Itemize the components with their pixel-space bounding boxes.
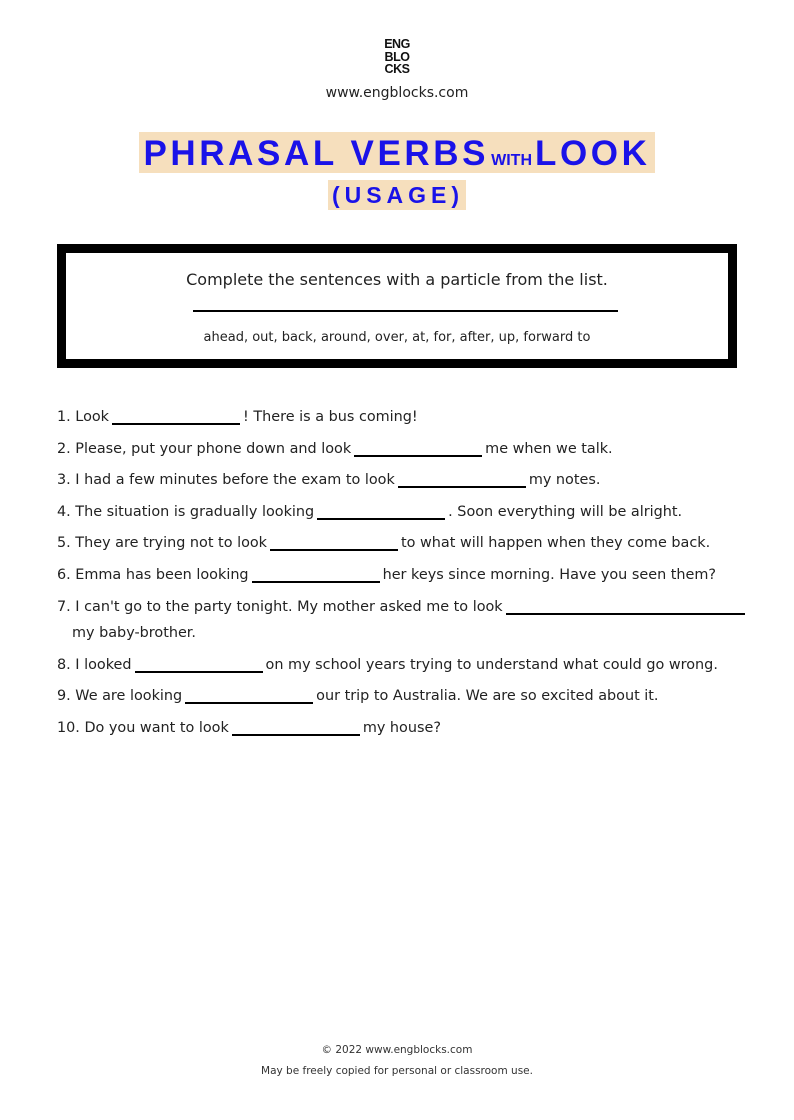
sentence-end: our trip to Australia. We are so excited about it. <box>316 688 659 705</box>
sentence-start: 3. I had a few minutes before the exam to look <box>57 472 395 489</box>
exercise-item-10 <box>57 716 747 748</box>
particle-list: ahead, out, back, around, over, at, for, after, up, forward to <box>203 330 591 345</box>
worksheet-title <box>0 132 794 173</box>
title-connector: WITH <box>491 152 532 169</box>
logo-line-2: BLO <box>384 49 410 64</box>
instruction-divider <box>193 310 618 312</box>
answer-blank <box>398 472 526 488</box>
sentence-start: 2. Please, put your phone down and look <box>57 440 352 457</box>
exercise-item-5 <box>57 531 747 563</box>
answer-blank <box>270 535 398 551</box>
sentence-start: 7. I can't go to the party tonight. My mother asked me to look <box>57 598 503 615</box>
title-part-2: LOOK <box>535 134 651 173</box>
answer-blank <box>506 599 745 615</box>
footer-copyright: © 2022 www.engblocks.com <box>321 1044 473 1056</box>
instruction-box <box>57 244 737 368</box>
sentence-start: 1. Look <box>57 409 110 425</box>
exercise-item-7 <box>57 595 747 653</box>
title-highlight <box>139 132 654 173</box>
sentence-end: on my school years trying to understand what could go wrong. <box>265 656 718 673</box>
sentence-end: ! There is a bus coming! <box>243 409 418 425</box>
site-url: www.engblocks.com <box>325 85 469 101</box>
exercise-item-4 <box>57 500 747 532</box>
subtitle-highlight: (USAGE) <box>328 180 466 210</box>
sentence-start: 5. They are trying not to look <box>57 535 268 552</box>
instruction-text: Complete the sentences with a particle from the list. <box>186 270 608 289</box>
sentence-start: 6. Emma has been looking <box>57 566 249 583</box>
exercise-item-2 <box>57 437 747 469</box>
answer-blank <box>232 720 360 736</box>
sentence-start: 9. We are looking <box>57 688 183 705</box>
exercise-item-1 <box>57 405 747 437</box>
footer-usage-note: May be freely copied for personal or classroom use. <box>261 1065 533 1077</box>
answer-blank <box>252 567 380 583</box>
answer-blank <box>317 504 445 520</box>
sentence-start: 8. I looked <box>57 656 132 673</box>
answer-blank <box>185 688 313 704</box>
sentence-start: 4. The situation is gradually looking <box>57 503 315 520</box>
exercise-list <box>57 405 747 747</box>
logo-line-1: ENG <box>384 37 410 51</box>
title-part-1: PHRASAL VERBS <box>143 134 490 173</box>
exercise-item-8 <box>57 653 747 685</box>
sentence-end: me when we talk. <box>485 440 613 457</box>
sentence-end: my notes. <box>528 472 601 489</box>
sentence-end: to what will happen when they come back. <box>401 535 711 552</box>
sentence-end: my house? <box>362 719 441 736</box>
logo-line-3: CKS <box>384 62 410 76</box>
answer-blank <box>135 657 263 673</box>
answer-blank <box>354 441 482 457</box>
exercise-item-3 <box>57 468 747 500</box>
engblocks-logo <box>372 38 422 76</box>
worksheet-subtitle <box>0 180 794 210</box>
sentence-end: her keys since morning. Have you seen them? <box>382 566 717 583</box>
exercise-item-6 <box>57 563 747 595</box>
exercise-item-9 <box>57 684 747 716</box>
sentence-end: my baby-brother. <box>72 624 196 641</box>
answer-blank <box>112 409 240 425</box>
sentence-start: 10. Do you want to look <box>57 719 229 736</box>
sentence-end: . Soon everything will be alright. <box>448 503 683 520</box>
